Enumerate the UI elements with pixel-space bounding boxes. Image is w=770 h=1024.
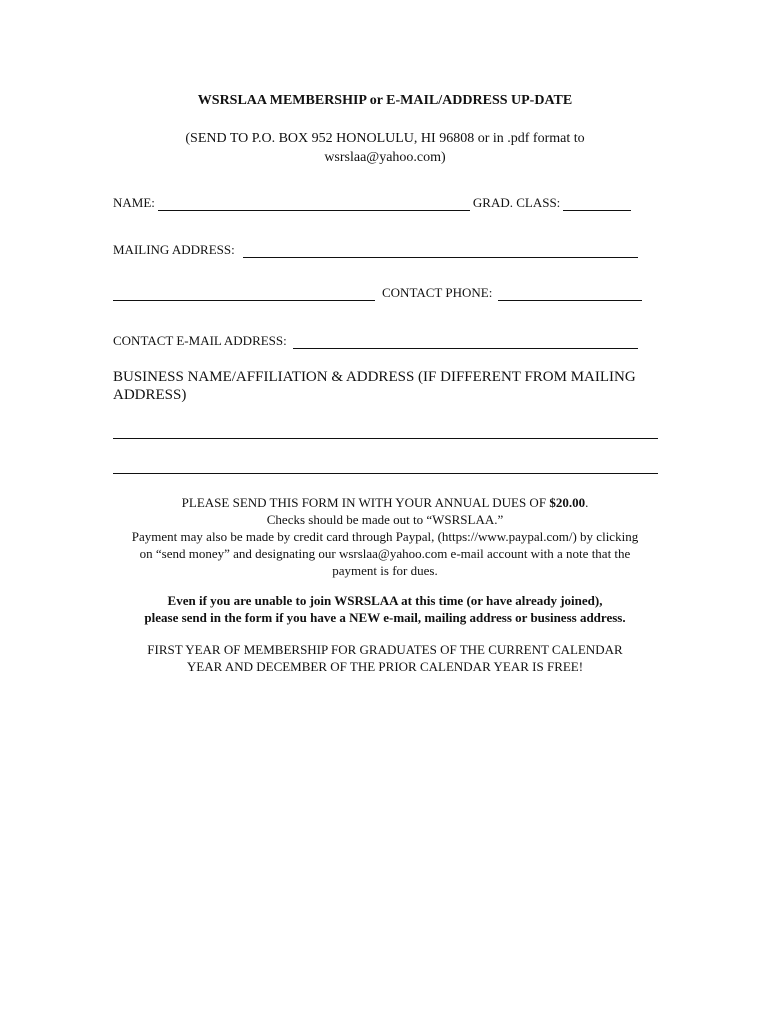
update-note [105,592,665,626]
dues-line [105,494,665,511]
mailing-address-field[interactable] [243,256,638,258]
dues-suffix: . [585,495,589,510]
dues-info [105,494,665,579]
business-label-line-1: BUSINESS NAME/AFFILIATION & ADDRESS (IF DIFFERENT FROM MAILING [113,369,636,385]
free-line-2: YEAR AND DECEMBER OF THE PRIOR CALENDAR YEAR IS FREE! [186,659,584,674]
send-to-line-2: wsrslaa@yahoo.com) [324,150,446,165]
business-field-line-1[interactable] [113,438,658,439]
name-field[interactable] [158,209,470,211]
paypal-line-3: payment is for dues. [332,563,438,578]
contact-phone-label: CONTACT PHONE: [382,285,493,300]
paypal-line-1: Payment may also be made by credit card through Paypal, (https://www.paypal.com/) by clicking [131,529,639,544]
address-phone-row [113,285,658,301]
dues-prefix: PLEASE SEND THIS FORM IN WITH YOUR ANNUAL DUES OF [181,495,550,510]
checks-line: Checks should be made out to “WSRSLAA.” [266,512,504,527]
mailing-address-label: MAILING ADDRESS: [113,242,235,257]
business-field-line-2[interactable] [113,473,658,474]
business-label [113,368,658,404]
mailing-address-line2-field[interactable] [113,299,375,301]
contact-phone-field[interactable] [498,299,642,301]
contact-email-row [113,333,658,349]
update-note-line-2: please send in the form if you have a NEW e-mail, mailing address or business address. [144,610,626,625]
form-title: WSRSLAA MEMBERSHIP or E-MAIL/ADDRESS UP-DATE [197,93,573,108]
free-membership-note [105,641,665,675]
mailing-address-row [113,242,658,258]
send-to-instructions [140,129,630,167]
contact-email-field[interactable] [293,347,638,349]
update-note-line-1: Even if you are unable to join WSRSLAA at this time (or have already joined), [167,593,603,608]
grad-class-field[interactable] [563,209,631,211]
name-label: NAME: [113,195,155,210]
business-label-line-2: ADDRESS) [113,387,187,403]
grad-class-label: GRAD. CLASS: [472,195,561,210]
send-to-line-1: (SEND TO P.O. BOX 952 HONOLULU, HI 96808 or in .pdf format to [185,131,585,146]
dues-amount: $20.00 [549,495,586,510]
name-row [113,195,658,211]
contact-email-label: CONTACT E-MAIL ADDRESS: [113,333,287,348]
paypal-line-2: on “send money” and designating our wsrslaa@yahoo.com e-mail account with a note that the [139,546,631,561]
free-line-1: FIRST YEAR OF MEMBERSHIP FOR GRADUATES OF THE CURRENT CALENDAR [147,642,623,657]
